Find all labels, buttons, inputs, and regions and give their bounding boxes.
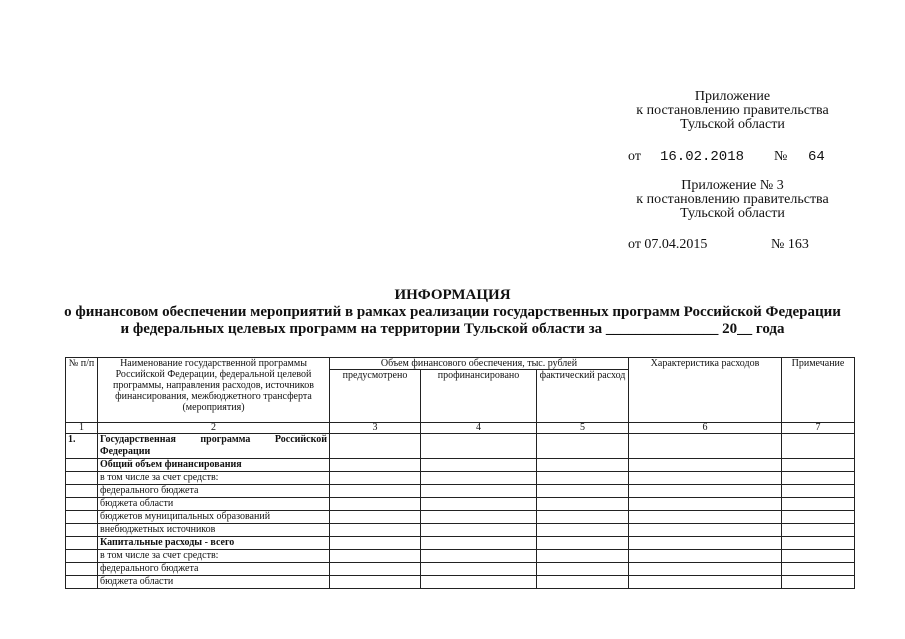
characteristics-cell <box>629 472 782 485</box>
table-row <box>66 511 855 524</box>
table-row <box>66 485 855 498</box>
planned-cell <box>330 472 421 485</box>
actual-cell <box>537 550 629 563</box>
title-line: и федеральных целевых программ на территории Тульской области за _______________ 20__ года <box>120 321 785 337</box>
actual-cell <box>537 524 629 537</box>
table-row <box>66 550 855 563</box>
header-col-planned: предусмотрено <box>330 370 421 423</box>
table-row <box>66 576 855 589</box>
financed-cell <box>421 511 537 524</box>
note-cell <box>782 511 855 524</box>
table-row <box>66 563 855 576</box>
characteristics-cell <box>629 434 782 459</box>
row-number-cell: 1. <box>66 434 98 459</box>
actual-cell <box>537 472 629 485</box>
financed-cell <box>421 576 537 589</box>
actual-cell <box>537 563 629 576</box>
header-col-financed: профинансировано <box>421 370 537 423</box>
characteristics-cell <box>629 550 782 563</box>
column-number: 7 <box>782 423 855 434</box>
row-number-cell <box>66 498 98 511</box>
annex-current-header <box>600 90 865 132</box>
note-cell <box>782 498 855 511</box>
actual-cell <box>537 537 629 550</box>
title-heading: ИНФОРМАЦИЯ <box>394 287 511 303</box>
header-col-name: Наименование государственной программы Российской Федерации, федеральной целевой программы, направления расходов, источников финансирования, межбюджетного трансферта (мероприятия) <box>98 358 330 423</box>
title-line: о финансовом обеспечении мероприятий в рамках реализации государственных программ Российской Федерации <box>64 304 841 320</box>
note-cell <box>782 485 855 498</box>
note-cell <box>782 563 855 576</box>
row-name-cell: в том числе за счет средств: <box>98 550 330 563</box>
planned-cell <box>330 576 421 589</box>
row-name-cell: федерального бюджета <box>98 485 330 498</box>
characteristics-cell <box>629 498 782 511</box>
characteristics-cell <box>629 537 782 550</box>
document-title <box>0 287 905 338</box>
planned-cell <box>330 485 421 498</box>
annex-previous-date: от 07.04.2015 <box>628 237 708 252</box>
planned-cell <box>330 524 421 537</box>
annex-previous-header <box>600 179 865 221</box>
row-name-cell: бюджетов муниципальных образований <box>98 511 330 524</box>
row-number-cell <box>66 485 98 498</box>
characteristics-cell <box>629 485 782 498</box>
row-number-cell <box>66 563 98 576</box>
table-header <box>66 358 855 434</box>
table-row <box>66 524 855 537</box>
row-number-cell <box>66 472 98 485</box>
annex-current-date: 16.02.2018 <box>660 149 745 165</box>
annex-previous-line: к постановлению правительства <box>636 192 829 207</box>
column-number: 3 <box>330 423 421 434</box>
actual-cell <box>537 485 629 498</box>
financed-cell <box>421 550 537 563</box>
row-name-cell: Государственная программа Российской Федерации <box>98 434 330 459</box>
row-name-cell: внебюджетных источников <box>98 524 330 537</box>
row-number-cell <box>66 459 98 472</box>
table-row <box>66 472 855 485</box>
financed-cell <box>421 498 537 511</box>
row-name-cell: в том числе за счет средств: <box>98 472 330 485</box>
column-number: 6 <box>629 423 782 434</box>
table-body <box>66 434 855 589</box>
planned-cell <box>330 459 421 472</box>
column-number: 2 <box>98 423 330 434</box>
characteristics-cell <box>629 524 782 537</box>
note-cell <box>782 472 855 485</box>
financed-cell <box>421 472 537 485</box>
financed-cell <box>421 537 537 550</box>
header-col-number: № п/п <box>66 358 98 423</box>
note-cell <box>782 524 855 537</box>
note-cell <box>782 434 855 459</box>
row-name-cell: бюджета области <box>98 576 330 589</box>
characteristics-cell <box>629 563 782 576</box>
row-name-cell: бюджета области <box>98 498 330 511</box>
financed-cell <box>421 434 537 459</box>
planned-cell <box>330 511 421 524</box>
table-row <box>66 498 855 511</box>
note-cell <box>782 550 855 563</box>
financed-cell <box>421 524 537 537</box>
planned-cell <box>330 498 421 511</box>
characteristics-cell <box>629 576 782 589</box>
financed-cell <box>421 485 537 498</box>
header-col-note: Примечание <box>782 358 855 423</box>
column-number: 1 <box>66 423 98 434</box>
row-number-cell <box>66 524 98 537</box>
actual-cell <box>537 498 629 511</box>
note-cell <box>782 459 855 472</box>
financed-cell <box>421 459 537 472</box>
note-cell <box>782 576 855 589</box>
column-number: 4 <box>421 423 537 434</box>
planned-cell <box>330 550 421 563</box>
header-col-characteristics: Характеристика расходов <box>629 358 782 423</box>
annex-current-line: Тульской области <box>680 117 785 132</box>
header-funding-group: Объем финансового обеспечения, тыс. рублей <box>330 358 629 370</box>
financing-table <box>65 357 855 589</box>
actual-cell <box>537 459 629 472</box>
annex-previous-number: № 163 <box>771 237 809 252</box>
table-row <box>66 459 855 472</box>
row-number-cell <box>66 576 98 589</box>
row-number-cell <box>66 550 98 563</box>
from-label: от <box>628 149 641 164</box>
column-number: 5 <box>537 423 629 434</box>
planned-cell <box>330 563 421 576</box>
characteristics-cell <box>629 511 782 524</box>
number-label: № <box>774 149 788 164</box>
financed-cell <box>421 563 537 576</box>
header-col-actual: фактический расход <box>537 370 629 423</box>
row-number-cell <box>66 537 98 550</box>
row-name-cell: Капитальные расходы - всего <box>98 537 330 550</box>
actual-cell <box>537 434 629 459</box>
annex-current-line: Приложение <box>694 89 771 104</box>
planned-cell <box>330 434 421 459</box>
planned-cell <box>330 537 421 550</box>
annex-previous-line: Приложение № 3 <box>681 178 784 193</box>
table-row <box>66 434 855 459</box>
column-number-row <box>66 423 855 434</box>
row-number-cell <box>66 511 98 524</box>
annex-current-number: 64 <box>808 149 825 165</box>
characteristics-cell <box>629 459 782 472</box>
annex-current-line: к постановлению правительства <box>636 103 829 118</box>
actual-cell <box>537 511 629 524</box>
note-cell <box>782 537 855 550</box>
annex-previous-line: Тульской области <box>680 206 785 221</box>
row-name-cell: федерального бюджета <box>98 563 330 576</box>
table-row <box>66 537 855 550</box>
actual-cell <box>537 576 629 589</box>
row-name-cell: Общий объем финансирования <box>98 459 330 472</box>
